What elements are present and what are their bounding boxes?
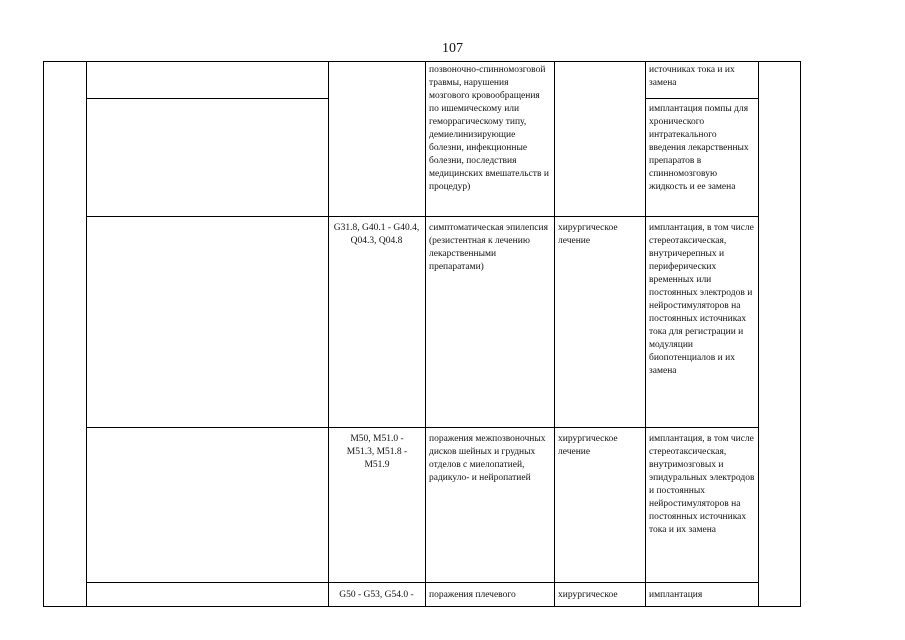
table-cell-disease: поражения межпозвоночных дисков шейных и грудных отделов с миелопатией, радикуло- и нейропатией	[429, 434, 546, 483]
page-number: 107	[442, 41, 463, 56]
table-border-bottom	[43, 606, 801, 607]
table-border-right	[800, 61, 801, 607]
table-cell-method: имплантация, в том числе стереотаксическая, внутричерепных и периферических временных или постоянных электродов и нейростимуляторов на постоянных источниках тока для регистрации и модуляции биопотенциалов и их замена	[649, 223, 754, 376]
table-cell-codes: M50, M51.0 - M51.3, M51.8 - M51.9	[346, 434, 408, 470]
table-cell-treatment: хирургическое	[558, 590, 618, 600]
table-cell-disease: симптоматическая эпилепсия (резистентная к лечению лекарственными препаратами)	[429, 223, 548, 272]
row-divider	[86, 427, 758, 428]
column-divider	[645, 61, 646, 607]
table-cell-method: имплантация, в том числе стереотаксическая, внутримозговых и эпидуральных электродов и постоянных нейростимуляторов на постоянных источниках тока и их замена	[649, 434, 755, 535]
column-divider	[758, 61, 759, 607]
row-divider	[645, 98, 758, 99]
column-divider	[425, 61, 426, 607]
table-cell-disease: позвоночно-спинномозговой травмы, нарушения мозгового кровообращения по ишемическому или геморрагическому типу, демиелинизирующие болезни, инфекционные болезни, последствия медицинских вмешательств и процедур)	[429, 65, 549, 192]
table-cell-method: имплантация помпы для хронического интратекального введения лекарственных препаратов в спинномозговую жидкость и ее замена	[649, 104, 749, 192]
table-cell-method: имплантация	[649, 590, 703, 600]
table-cell-treatment: хирургическое лечение	[558, 434, 618, 457]
table-cell-treatment: хирургическое лечение	[558, 223, 618, 246]
table-cell-codes: G31.8, G40.1 - G40.4, Q04.3, Q04.8	[333, 223, 420, 246]
table-cell-disease: поражения плечевого	[429, 590, 516, 600]
table-border-left	[43, 61, 44, 607]
row-divider	[86, 216, 758, 217]
row-divider	[86, 582, 758, 583]
column-divider	[554, 61, 555, 607]
table-cell-codes: G50 - G53, G54.0 -	[339, 590, 414, 600]
table-border-top	[43, 61, 801, 62]
table	[43, 61, 801, 640]
column-divider	[86, 61, 87, 607]
row-divider	[86, 98, 328, 99]
table-cell-method: источниках тока и их замена	[649, 65, 735, 88]
column-divider	[328, 61, 329, 607]
